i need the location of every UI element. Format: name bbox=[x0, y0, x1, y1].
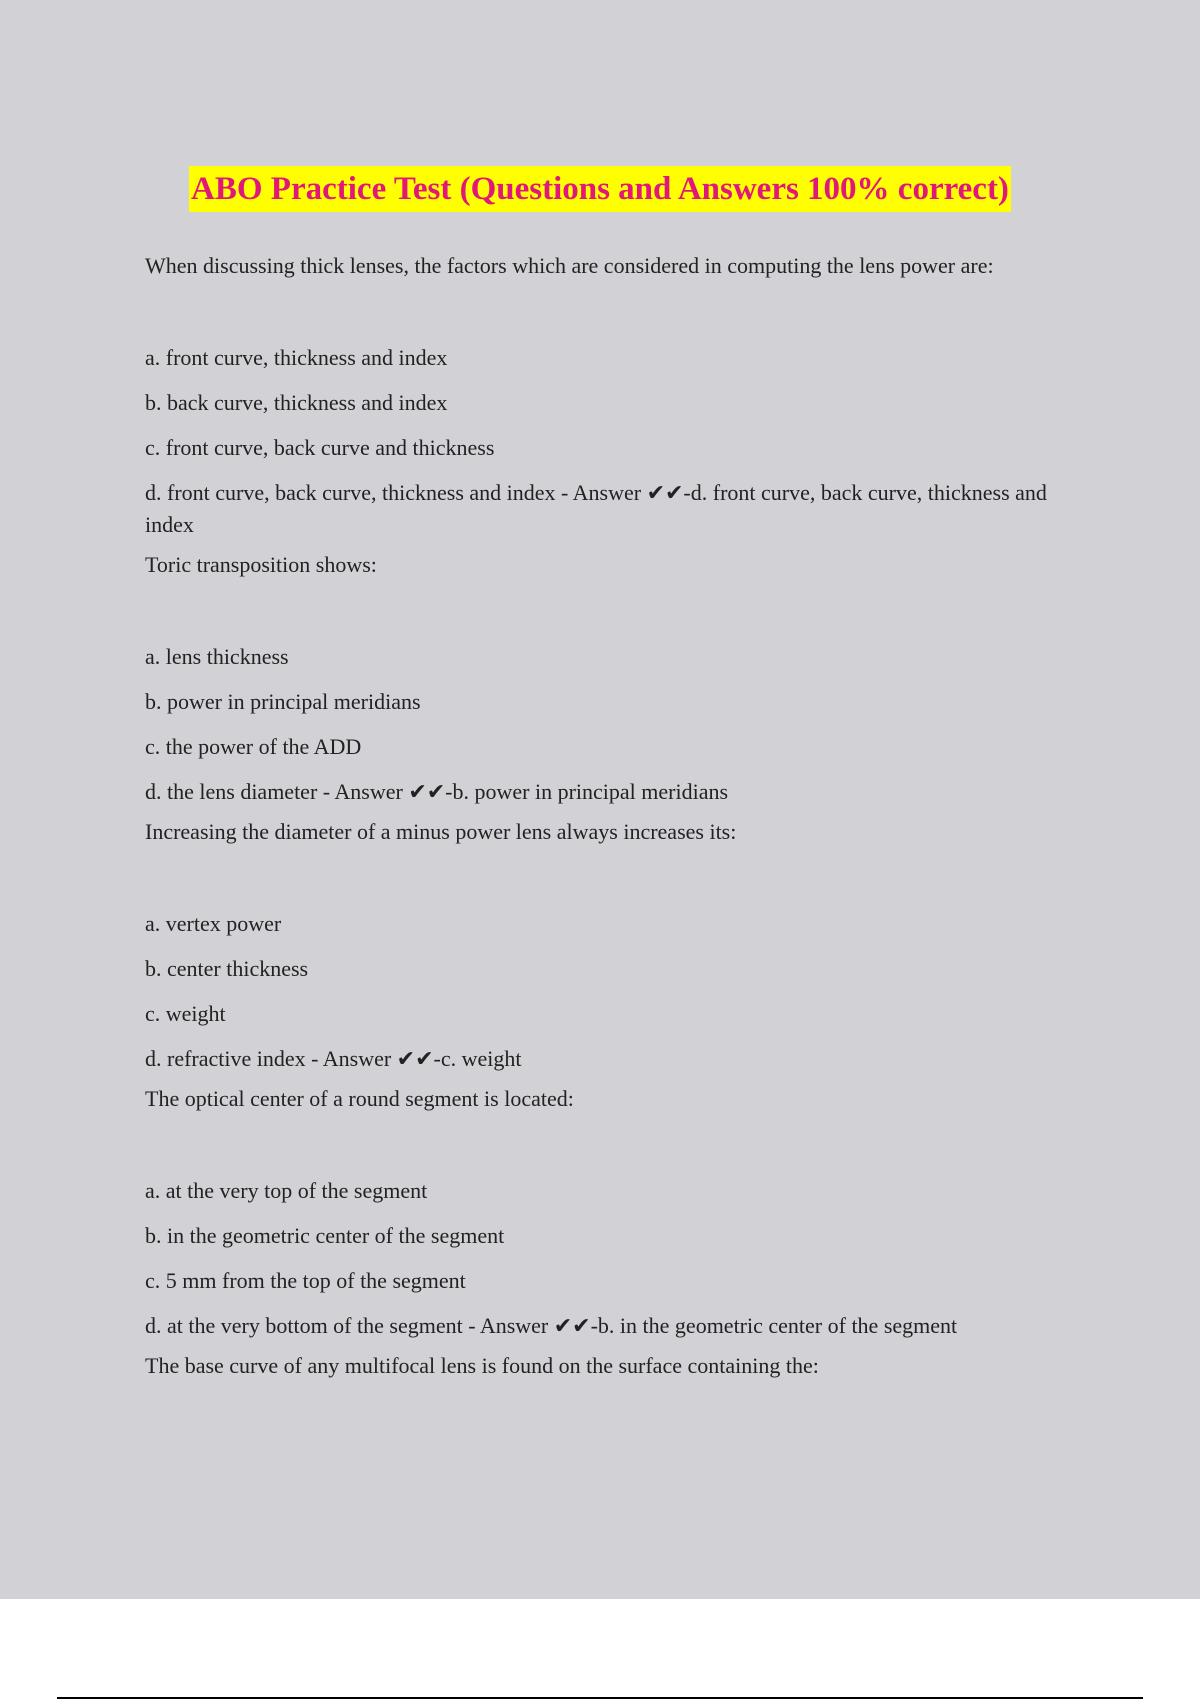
question-text: When discussing thick lenses, the factors which are considered in computing the lens power are: bbox=[145, 253, 994, 278]
question-block bbox=[145, 1350, 1085, 1382]
question-block bbox=[145, 250, 1085, 541]
question-text: Toric transposition shows: bbox=[145, 552, 377, 577]
option-c: c. weight bbox=[145, 1001, 226, 1026]
option-c: c. front curve, back curve and thickness bbox=[145, 435, 495, 460]
option-a: a. lens thickness bbox=[145, 644, 289, 669]
options-list bbox=[145, 1175, 1085, 1342]
option-d-answer: d. front curve, back curve, thickness and index - Answer ✔✔-d. front curve, back curve, thickness and index bbox=[145, 480, 1047, 537]
option-b: b. back curve, thickness and index bbox=[145, 390, 448, 415]
footer-divider bbox=[57, 1697, 1143, 1699]
options-list bbox=[145, 908, 1085, 1075]
question-block bbox=[145, 816, 1085, 1075]
option-b: b. in the geometric center of the segment bbox=[145, 1223, 505, 1248]
option-c: c. the power of the ADD bbox=[145, 734, 362, 759]
option-d-answer: d. refractive index - Answer ✔✔-c. weight bbox=[145, 1046, 522, 1071]
question-text: Increasing the diameter of a minus power lens always increases its: bbox=[145, 819, 737, 844]
question-text: The base curve of any multifocal lens is found on the surface containing the: bbox=[145, 1353, 819, 1378]
option-b: b. power in principal meridians bbox=[145, 689, 421, 714]
option-a: a. front curve, thickness and index bbox=[145, 345, 448, 370]
option-d-answer: d. the lens diameter - Answer ✔✔-b. power in principal meridians bbox=[145, 779, 729, 804]
questions-list bbox=[145, 250, 1085, 1382]
options-list bbox=[145, 342, 1085, 541]
options-list bbox=[145, 641, 1085, 808]
title-container bbox=[0, 166, 1200, 212]
question-block bbox=[145, 1083, 1085, 1342]
option-d-answer: d. at the very bottom of the segment - Answer ✔✔-b. in the geometric center of the segment bbox=[145, 1313, 958, 1338]
option-a: a. at the very top of the segment bbox=[145, 1178, 428, 1203]
option-c: c. 5 mm from the top of the segment bbox=[145, 1268, 466, 1293]
question-block bbox=[145, 549, 1085, 808]
option-b: b. center thickness bbox=[145, 956, 309, 981]
question-text: The optical center of a round segment is located: bbox=[145, 1086, 574, 1111]
option-a: a. vertex power bbox=[145, 911, 282, 936]
document-title: ABO Practice Test (Questions and Answers 100% correct) bbox=[189, 166, 1011, 212]
